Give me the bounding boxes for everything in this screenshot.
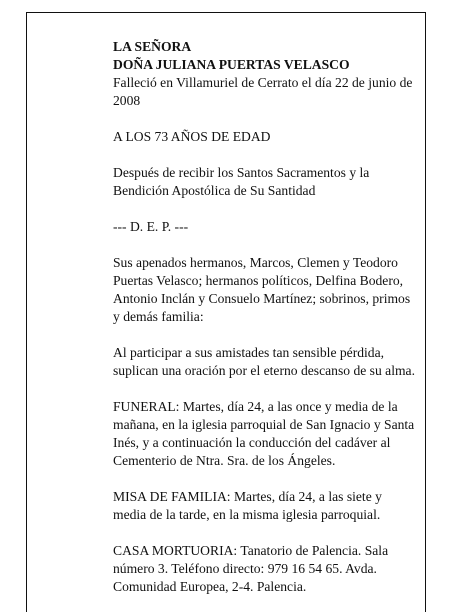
obituary-notice bbox=[113, 38, 418, 596]
funeral-details: FUNERAL: Martes, día 24, a las once y media de la mañana, en la iglesia parroquial de San Ignacio y Santa Inés, y a continuación la conducción del cadáver al Cementerio de Ntra. Sra. de los Ángeles. bbox=[113, 399, 415, 468]
deceased-name: DOÑA JULIANA PUERTAS VELASCO bbox=[113, 57, 350, 72]
rip-line: --- D. E. P. --- bbox=[113, 219, 189, 234]
age-statement: A LOS 73 AÑOS DE EDAD bbox=[113, 129, 271, 144]
death-statement: Falleció en Villamuriel de Cerrato el día 22 de junio de 2008 bbox=[113, 75, 413, 108]
sacraments-statement: Después de recibir los Santos Sacramentos y la Bendición Apostólica de Su Santidad bbox=[113, 165, 370, 198]
prayer-request: Al participar a sus amistades tan sensible pérdida, suplican una oración por el eterno descanso de su alma. bbox=[113, 345, 415, 378]
family-mass-details: MISA DE FAMILIA: Martes, día 24, a las siete y media de la tarde, en la misma iglesia parroquial. bbox=[113, 489, 382, 522]
notice-title-line-1: LA SEÑORA bbox=[113, 39, 192, 54]
family-paragraph: Sus apenados hermanos, Marcos, Clemen y Teodoro Puertas Velasco; hermanos políticos, Delfina Bodero, Antonio Inclán y Consuelo Martínez; sobrinos, primos y demás familia: bbox=[113, 255, 411, 324]
mortuary-details: CASA MORTUORIA: Tanatorio de Palencia. Sala número 3. Teléfono directo: 979 16 54 65. Avda. Comunidad Europea, 2-4. Palencia. bbox=[113, 543, 389, 594]
